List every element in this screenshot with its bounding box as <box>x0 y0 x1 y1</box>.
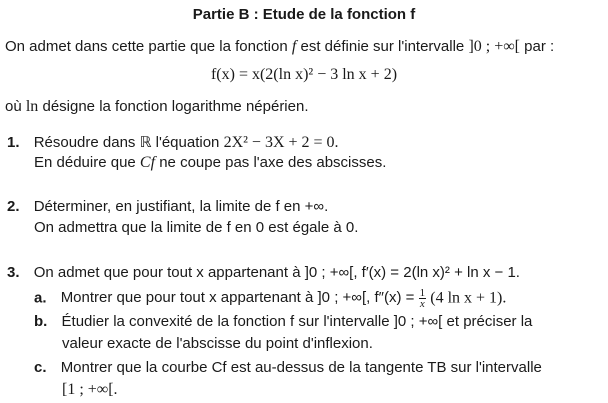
question-number: 2. <box>7 198 20 215</box>
question-2-line2: On admettra que la limite de f en 0 est égale à 0. <box>34 219 359 236</box>
ln-symbol: ln <box>25 98 39 115</box>
question-3b-line2: valeur exacte de l'abscisse du point d'inflexion. <box>62 335 373 352</box>
question-1 <box>7 133 339 152</box>
question-2 <box>7 198 328 215</box>
ln-note-prefix: où <box>5 98 22 115</box>
question-1-line2 <box>34 154 386 172</box>
ln-note-suffix: désigne la fonction logarithme népérien. <box>42 98 309 115</box>
part-text: Montrer que pour tout x appartenant à ]0 ; +∞[, f″(x) = <box>60 289 415 307</box>
part-letter: a. <box>34 289 47 307</box>
question-number: 3. <box>7 264 20 281</box>
ln-note <box>5 98 309 116</box>
intro-text-mid: est définie sur l'intervalle <box>300 38 465 55</box>
intro-text: On admet dans cette partie que la fonction <box>5 38 288 55</box>
function-symbol: f <box>291 38 297 55</box>
fraction <box>419 288 427 309</box>
part-text: Étudier la convexité de la fonction f sur l'intervalle ]0 ; +∞[ et préciser la <box>61 313 533 330</box>
function-formula: f(x) = x(2(ln x)² − 3 ln x + 2) <box>210 66 398 83</box>
intro-line <box>5 38 554 56</box>
question-3c-line2: [1 ; +∞[. <box>62 381 118 398</box>
part-letter: b. <box>34 313 48 330</box>
question-number: 1. <box>7 134 20 151</box>
interval: ]0 ; +∞[ <box>468 38 520 55</box>
equation: 2X² − 3X + 2 = 0. <box>223 134 339 151</box>
question-text: En déduire que <box>34 154 136 171</box>
fraction-numerator: 1 <box>419 287 426 299</box>
question-text: Résoudre dans ℝ l'équation <box>33 134 220 151</box>
part-text: Montrer que la courbe Cf est au-dessus de la tangente TB sur l'intervalle <box>60 359 542 376</box>
question-3a <box>34 288 506 309</box>
question-3 <box>7 264 520 281</box>
question-3b <box>34 313 532 330</box>
question-text: Déterminer, en justifiant, la limite de f en +∞. <box>33 198 329 215</box>
curve-symbol: Cf <box>139 154 156 171</box>
part-letter: c. <box>34 359 47 376</box>
fraction-denominator: x <box>419 298 425 310</box>
question-text: ne coupe pas l'axe des abscisses. <box>159 154 387 171</box>
part-text-end: (4 ln x + 1). <box>430 289 507 307</box>
intro-text-end: par : <box>524 38 555 55</box>
question-3c <box>34 359 542 376</box>
section-title: Partie B : Etude de la fonction f <box>192 6 416 23</box>
question-text: On admet que pour tout x appartenant à ]0 ; +∞[, f′(x) = 2(ln x)² + ln x − 1. <box>33 264 520 281</box>
